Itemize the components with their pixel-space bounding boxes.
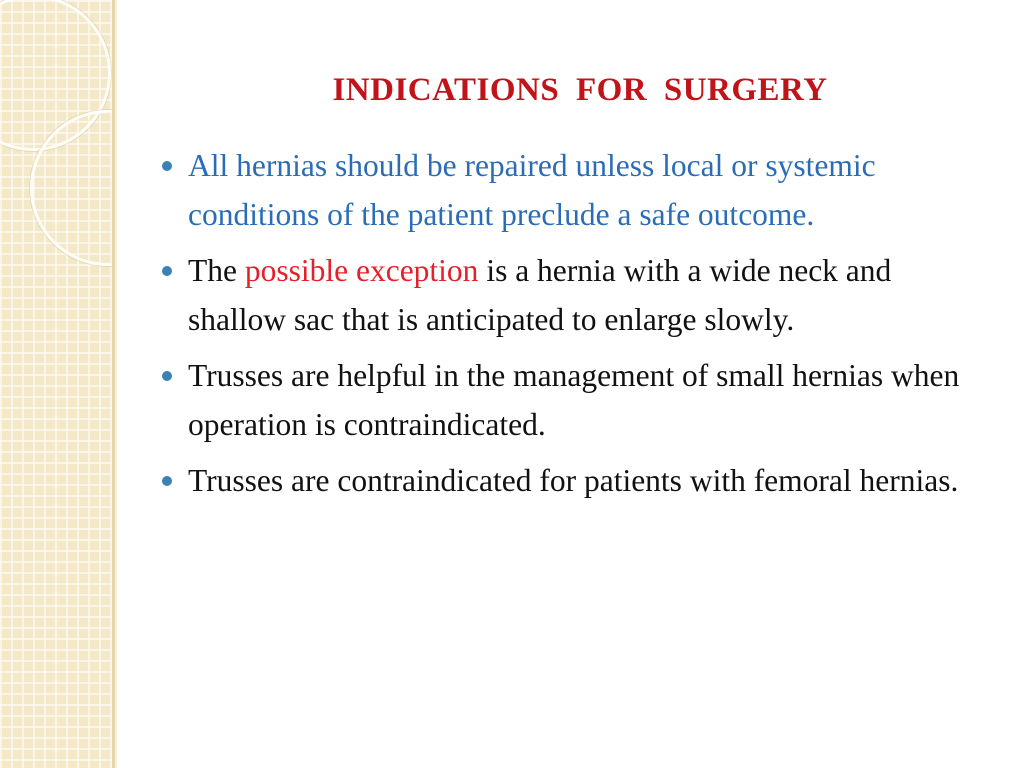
- highlight-text: possible exception: [244, 253, 479, 288]
- bullet-text-suffix: is a hernia with a wide neck and shallow sac that is anticipated to enlarge slowly.: [188, 253, 892, 337]
- bullet-dot-icon: [162, 161, 172, 171]
- bullet-item: [162, 351, 992, 449]
- bullet-item: [162, 141, 992, 239]
- bullet-dot-icon: [162, 476, 172, 486]
- bullet-text: Trusses are helpful in the management of small hernias when operation is contraindicated.: [188, 358, 960, 442]
- slide-title: INDICATIONS FOR SURGERY: [332, 72, 828, 108]
- bullet-item: [162, 246, 992, 344]
- decorative-side-band: [0, 0, 112, 768]
- bullet-text-prefix: The: [188, 253, 245, 288]
- bullet-text: All hernias should be repaired unless local or systemic conditions of the patient preclude a safe outcome.: [188, 148, 876, 232]
- side-band-edge-highlight: [115, 0, 117, 768]
- bullet-dot-icon: [162, 266, 172, 276]
- bullet-dot-icon: [162, 371, 172, 381]
- bullet-list: [162, 141, 992, 512]
- bullet-text: Trusses are contraindicated for patients with femoral hernias.: [188, 463, 959, 498]
- bullet-item: [162, 456, 992, 505]
